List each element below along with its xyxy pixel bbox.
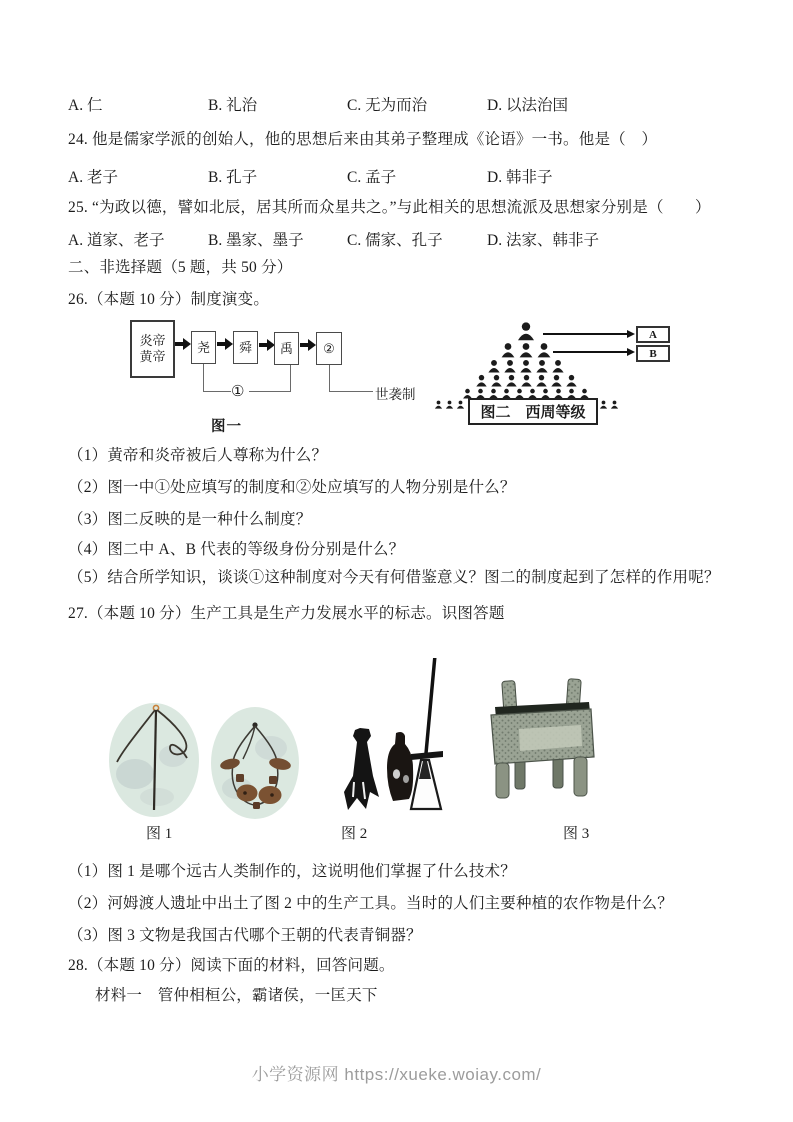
flow-node-yao: 尧 bbox=[191, 331, 216, 364]
q26-sub2: （2）图一中①处应填写的制度和②处应填写的人物分别是什么？ bbox=[68, 479, 516, 496]
shell-necklace-image bbox=[209, 704, 301, 822]
person-icon bbox=[551, 359, 565, 373]
person-icon bbox=[500, 342, 516, 358]
person-icon bbox=[516, 321, 536, 341]
person-icon bbox=[536, 342, 552, 358]
person-icon bbox=[610, 400, 619, 409]
option-d: D. 韩非子 bbox=[487, 169, 553, 186]
q27-sub1: （1）图 1 是哪个远古人类制作的，这说明他们掌握了什么技术？ bbox=[68, 863, 516, 880]
flow-node-shun: 舜 bbox=[233, 331, 258, 364]
pyramid-row bbox=[487, 359, 565, 373]
q27-stem: 27.（本题 10 分）生产工具是生产力发展水平的标志。识图答题 bbox=[68, 605, 505, 622]
flow-node-yandi-huangdi bbox=[130, 320, 175, 378]
pyramid-row bbox=[516, 321, 536, 341]
connector-line bbox=[203, 391, 231, 392]
flow-node-text: 炎帝 bbox=[139, 333, 166, 348]
person-icon bbox=[475, 374, 488, 387]
person-icon bbox=[565, 374, 578, 387]
q28-material1: 材料一 管仲相桓公，霸诸侯，一匡天下 bbox=[95, 987, 378, 1004]
person-icon bbox=[456, 400, 465, 409]
person-icon bbox=[503, 359, 517, 373]
option-a: A. 老子 bbox=[68, 169, 118, 186]
person-icon bbox=[535, 374, 548, 387]
hereditary-system-label: 世袭制 bbox=[375, 387, 416, 402]
connector-line bbox=[249, 391, 291, 392]
option-b: B. 墨家、墨子 bbox=[208, 232, 304, 249]
connector-line bbox=[203, 364, 204, 392]
pyramid-row bbox=[475, 374, 578, 387]
flow-node-text: 黄帝 bbox=[139, 349, 166, 364]
section2-header: 二、非选择题（5 题，共 50 分） bbox=[68, 259, 293, 276]
option-c: C. 无为而治 bbox=[347, 97, 428, 114]
flow-node-yu: 禹 bbox=[274, 332, 299, 365]
option-c: C. 孟子 bbox=[347, 169, 397, 186]
option-b: B. 礼治 bbox=[208, 97, 258, 114]
right-arrow-icon bbox=[259, 339, 275, 351]
option-b: B. 孔子 bbox=[208, 169, 258, 186]
person-icon bbox=[505, 374, 518, 387]
figure2-hierarchy-pyramid bbox=[430, 316, 742, 434]
person-icon bbox=[490, 374, 503, 387]
right-arrow-icon bbox=[175, 338, 191, 350]
farm-tools-image bbox=[323, 656, 443, 814]
person-icon bbox=[487, 359, 501, 373]
pyramid-row bbox=[500, 342, 552, 358]
fig3-caption: 图 3 bbox=[563, 826, 590, 842]
right-arrow-icon bbox=[300, 339, 316, 351]
figure1-caption: 图一 bbox=[211, 419, 242, 435]
q25-options-row bbox=[68, 228, 599, 250]
connector-line bbox=[290, 365, 291, 392]
right-arrow-icon bbox=[543, 329, 635, 338]
fig2-caption: 图 2 bbox=[341, 826, 368, 842]
q24-options-row bbox=[68, 165, 552, 187]
person-icon bbox=[550, 374, 563, 387]
bone-needle-image bbox=[107, 700, 202, 820]
q26-stem: 26.（本题 10 分）制度演变。 bbox=[68, 291, 270, 308]
blank1-label: ① bbox=[231, 384, 245, 400]
bronze-ding-image bbox=[483, 677, 601, 802]
q26-sub4: （4）图二中 A、B 代表的等级身份分别是什么？ bbox=[68, 541, 405, 558]
q25-stem: 25. “为政以德，譬如北辰，居其所而众星共之。”与此相关的思想流派及思想家分别是（ ） bbox=[68, 199, 711, 216]
figure2-caption: 图二 西周等级 bbox=[468, 398, 598, 425]
person-icon bbox=[535, 359, 549, 373]
option-d: D. 法家、韩非子 bbox=[487, 232, 599, 249]
grade-b-box: B bbox=[636, 345, 670, 362]
connector-line bbox=[329, 365, 330, 392]
person-icon bbox=[434, 400, 443, 409]
q27-sub2: （2）河姆渡人遗址中出土了图 2 中的生产工具。当时的人们主要种植的农作物是什么？ bbox=[68, 895, 673, 912]
person-icon bbox=[519, 359, 533, 373]
q26-sub5: （5）结合所学知识，谈谈①这种制度对今天有何借鉴意义？图二的制度起到了怎样的作用呢？ bbox=[68, 569, 720, 586]
person-icon bbox=[518, 342, 534, 358]
fig1-caption: 图 1 bbox=[146, 826, 173, 842]
q26-sub3: （3）图二反映的是一种什么制度？ bbox=[68, 511, 312, 528]
right-arrow-icon bbox=[553, 347, 635, 356]
q24-stem: 24. 他是儒家学派的创始人，他的思想后来由其弟子整理成《论语》一书。他是（ ） bbox=[68, 131, 658, 148]
person-icon bbox=[445, 400, 454, 409]
option-d: D. 以法治国 bbox=[487, 97, 568, 114]
connector-line bbox=[329, 391, 373, 392]
q28-stem: 28.（本题 10 分）阅读下面的材料，回答问题。 bbox=[68, 957, 395, 974]
q26-sub1: （1）黄帝和炎帝被后人尊称为什么？ bbox=[68, 447, 328, 464]
option-a: A. 仁 bbox=[68, 97, 103, 114]
figure1-lineage-flowchart bbox=[105, 316, 427, 434]
right-arrow-icon bbox=[217, 338, 233, 350]
option-c: C. 儒家、孔子 bbox=[347, 232, 443, 249]
site-footer: 小学资源网 https://xueke.woiay.com/ bbox=[251, 1065, 542, 1084]
flow-node-blank2: ② bbox=[316, 332, 342, 365]
person-icon bbox=[520, 374, 533, 387]
option-a: A. 道家、老子 bbox=[68, 232, 165, 249]
q23-options-row bbox=[68, 93, 568, 115]
grade-a-box: A bbox=[636, 326, 670, 343]
person-icon bbox=[599, 400, 608, 409]
q27-sub3: （3）图 3 文物是我国古代哪个王朝的代表青铜器？ bbox=[68, 927, 422, 944]
